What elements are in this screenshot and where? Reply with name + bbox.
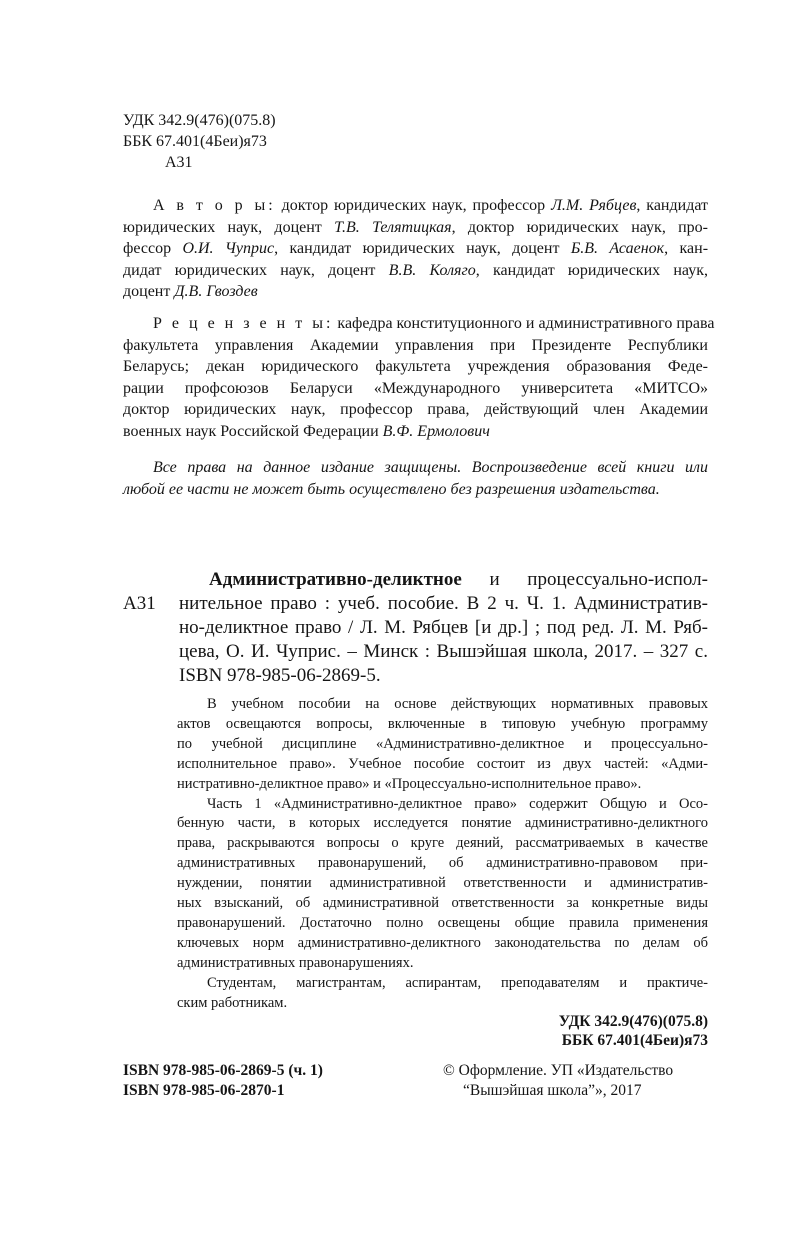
abstract-line: нуждении, понятии административной ответственности и административ- xyxy=(177,875,708,892)
abstract-block xyxy=(177,695,708,1014)
abstract-line: бенную части, в которых исследуется понятие административно-деликтного xyxy=(177,815,708,832)
author-mark: А31 xyxy=(165,154,193,171)
authors-line xyxy=(123,260,708,282)
copyright-line: “Вышэйшая школа”», 2017 xyxy=(463,1081,642,1099)
abstract-line: актов освещаются вопросы, включенные в типовую учебную программу xyxy=(177,715,708,732)
person-name: Т.В. Телятицкая xyxy=(334,218,452,236)
classification-codes-bottom xyxy=(559,1012,708,1050)
abstract-line: нистративно-деликтное право» и «Процессуально-исполнительное право». xyxy=(177,775,642,792)
abstract-line: административных правонарушений, об административно-правовом при- xyxy=(177,855,708,872)
person-name: Б.В. Асаенок xyxy=(570,240,665,257)
authors-text: доктор юридических наук, профессор xyxy=(275,197,552,214)
isbn-general: ISBN 978-985-06-2870-1 xyxy=(123,1081,285,1099)
citation-line: но-деликтное право / Л. М. Рябцев [и др.] ; под ред. Л. М. Ряб- xyxy=(179,617,708,638)
abstract-line: ключевых норм административно-деликтного законодательства по делам об xyxy=(177,934,708,951)
bbk-code: ББК 67.401(4Беи)я73 xyxy=(123,133,267,150)
citation-author-mark: А31 xyxy=(123,593,156,614)
reviewers-line xyxy=(123,399,708,421)
person-name: О.И. Чуприс xyxy=(182,240,275,257)
citation-isbn: ISBN 978-985-06-2869-5. xyxy=(179,665,381,686)
reviewers-line xyxy=(123,313,715,335)
reviewers-line xyxy=(123,378,708,400)
bbk-code-bottom: ББК 67.401(4Беи)я73 xyxy=(561,1032,708,1049)
authors-text: , кандидат xyxy=(636,197,709,214)
authors-text: , кан- xyxy=(664,240,709,257)
reviewers-text: кафедра конституционного и административного права xyxy=(333,315,715,332)
reviewers-text: Беларусь; декан юридического факультета учреждения образования Феде- xyxy=(123,358,708,375)
person-name: Д.В. Гвоздев xyxy=(174,283,258,300)
rights-line: Все права на данное издание защищены. Воспроизведение всей книги или xyxy=(153,459,708,476)
person-name: В.Ф. Ермолович xyxy=(382,422,490,440)
udk-code-bottom: УДК 342.9(476)(075.8) xyxy=(558,1013,708,1030)
reviewers-text: доктор юридических наук, профессор права, действующий член Академии xyxy=(123,401,708,418)
authors-text: , кандидат юридических наук, доцент xyxy=(274,240,571,257)
person-name: В.В. Коляго xyxy=(388,261,476,279)
abstract-line: ных взысканий, об административной ответственности за конкретные виды xyxy=(177,895,708,912)
reviewers-lead: Р е ц е н з е н т ы: xyxy=(153,315,334,332)
authors-text: дидат юридических наук, доцент xyxy=(123,261,389,279)
authors-text: фессор xyxy=(123,240,183,257)
authors-text: юридических наук, доцент xyxy=(123,218,335,236)
isbn-part1: ISBN 978-985-06-2869-5 (ч. 1) xyxy=(123,1062,323,1079)
citation-line xyxy=(179,568,708,592)
authors-line xyxy=(123,195,708,217)
reviewers-line xyxy=(123,356,708,378)
classification-codes xyxy=(123,110,276,173)
citation-line: нительное право : учеб. пособие. В 2 ч. Ч. 1. Административ- xyxy=(179,593,708,614)
person-name: Л.М. Рябцев xyxy=(551,197,637,214)
abstract-line: административных правонарушениях. xyxy=(177,954,414,971)
reviewers-text: военных наук Российской Федерации xyxy=(123,422,383,440)
copyright-line: © Оформление. УП «Издательство xyxy=(443,1062,674,1079)
authors-text: , доктор юридических наук, про- xyxy=(451,218,709,236)
authors-line xyxy=(123,281,708,303)
reviewers-text: рации профсоюзов Беларуси «Международного университета «МИТСО» xyxy=(123,379,708,397)
authors-text: доцент xyxy=(123,283,175,300)
citation-title-rest: и процессуально-испол- xyxy=(461,569,708,590)
udk-code: УДК 342.9(476)(075.8) xyxy=(123,112,276,129)
reviewers-text: факультета управления Академии управления при Президенте Республики xyxy=(123,336,708,354)
citation-title-bold: Административно-деликтное xyxy=(209,569,462,590)
rights-notice xyxy=(123,457,708,501)
abstract-line: Студентам, магистрантам, аспирантам, преподавателям и практиче- xyxy=(207,974,708,991)
rights-line: любой ее части не может быть осуществлено без разрешения издательства. xyxy=(123,481,660,498)
abstract-line: В учебном пособии на основе действующих нормативных правовых xyxy=(207,696,708,712)
isbn-block xyxy=(123,1061,323,1100)
abstract-line: Часть 1 «Административно-деликтное право» содержит Общую и Осо- xyxy=(207,795,708,812)
authors-block xyxy=(123,195,708,303)
authors-lead: А в т о р ы: xyxy=(153,197,276,214)
reviewers-line xyxy=(123,335,708,357)
authors-line xyxy=(123,217,708,239)
citation-body xyxy=(179,568,708,688)
abstract-line: по учебной дисциплине «Административно-деликтное и процессуально- xyxy=(177,735,708,752)
abstract-line: ским работникам. xyxy=(177,994,288,1011)
citation-line: цева, О. И. Чуприс. – Минск : Вышэйшая школа, 2017. – 327 с. xyxy=(179,641,708,662)
copyright-block xyxy=(443,1061,673,1100)
abstract-line: правонарушений. Достаточно полно освещены общие правила применения xyxy=(177,914,708,931)
reviewers-line xyxy=(123,421,708,443)
reviewers-block xyxy=(123,313,715,442)
authors-text: , кандидат юридических наук, xyxy=(475,261,708,279)
authors-line xyxy=(123,238,708,260)
abstract-line: исполнительное право». Учебное пособие состоит из двух частей: «Адми- xyxy=(177,755,708,772)
abstract-line: права, раскрываются вопросы о круге деяний, рассматриваемых в качестве xyxy=(177,835,708,852)
